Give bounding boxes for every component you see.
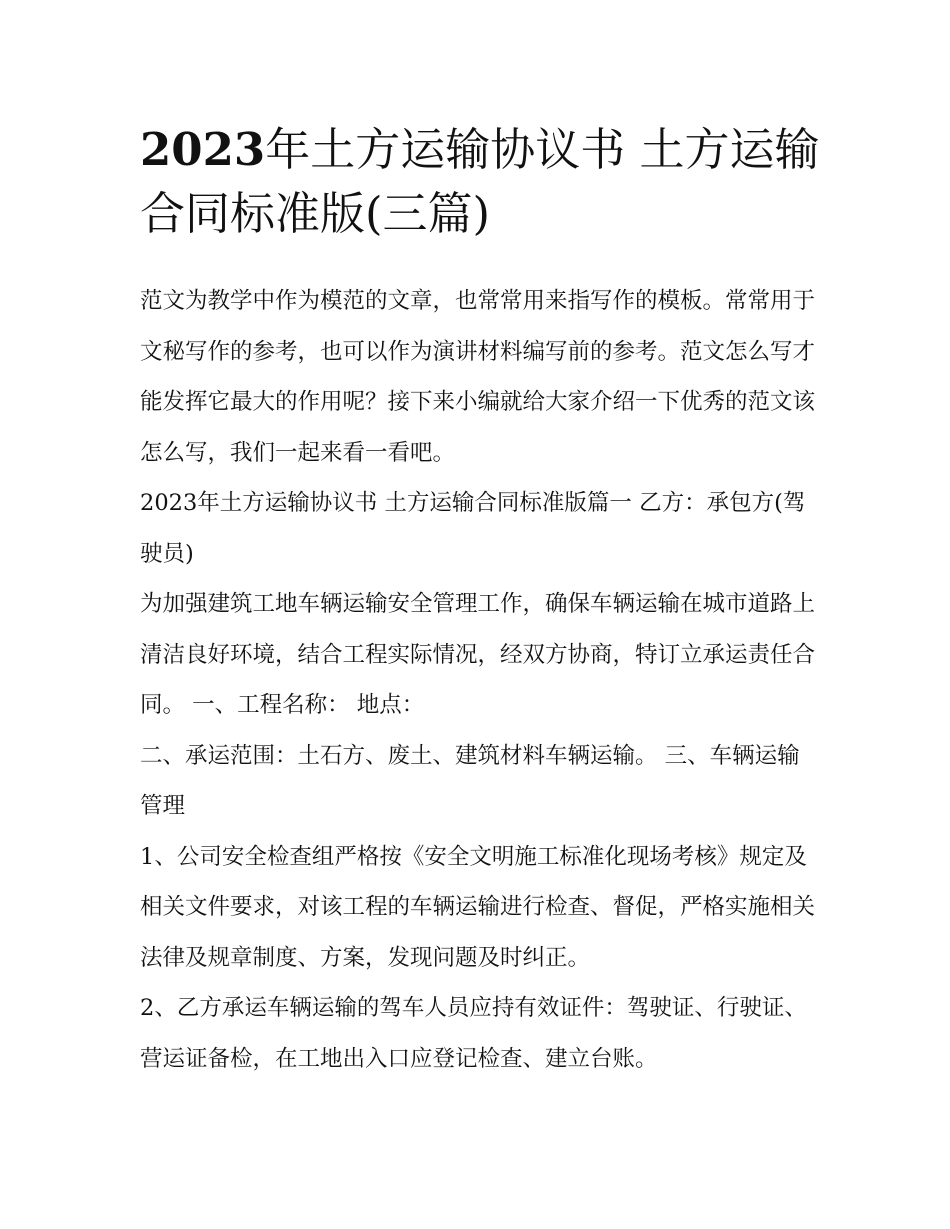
purpose-paragraph: 为加强建筑工地车辆运输安全管理工作，确保车辆运输在城市道路上清洁良好环境，结合工程实际情况，经双方协商，特订立承运责任合同。 一、工程名称： 地点： [140,591,816,718]
clause-1-paragraph: 1、公司安全检查组严格按《安全文明施工标准化现场考核》规定及相关文件要求，对该工程的车辆运输进行检查、督促，严格实施相关法律及规章制度、方案，发现问题及时纠正。 [140,843,816,971]
clause-2-paragraph: 2、乙方承运车辆运输的驾车人员应持有效证件：驾驶证、行驶证、营运证备检，在工地出入口应登记检查、建立台账。 [140,995,807,1072]
intro-paragraph: 范文为教学中作为模范的文章，也常常用来指写作的模板。常常用于文秘写作的参考，也可以作为演讲材料编写前的参考。范文怎么写才能发挥它最大的作用呢？接下来小编就给大家介绍一下优秀的范文该怎么写，我们一起来看一看吧。 [140,288,816,466]
title-year: 2023 [140,123,266,176]
section-heading-paragraph: 2023年土方运输协议书 土方运输合同标准版篇一 乙方：承包方(驾驶员) [140,490,806,567]
title-text: 年土方运输协议书 土方运输合同标准版(三篇) [140,123,820,240]
document-body [140,276,820,1084]
document-title [140,118,820,246]
scope-paragraph: 二、承运范围：土石方、废土、建筑材料车辆运输。 三、车辆运输管理 [140,742,800,819]
